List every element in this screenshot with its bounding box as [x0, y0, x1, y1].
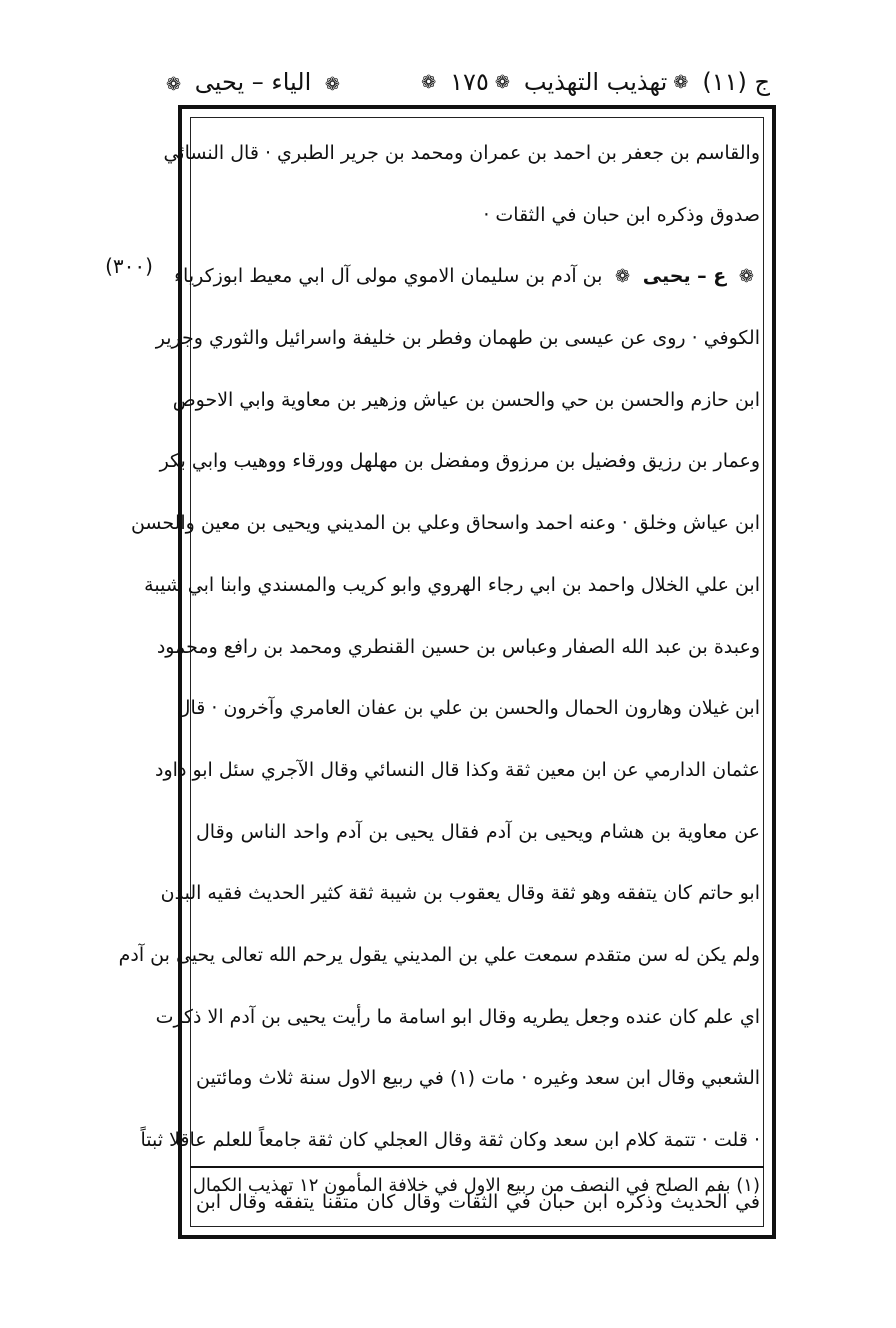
page-number: ١٧٥: [450, 68, 489, 96]
margin-entry-number: (٣٠٠): [105, 254, 153, 278]
ornament-icon: ❁: [673, 71, 689, 93]
text-line: والقاسم بن جعفر بن احمد بن عمران ومحمد بن جرير الطبري · قال النسائي: [163, 142, 760, 164]
ornament-icon: ❁: [166, 74, 182, 95]
book-title: تهذيب التهذيب: [523, 68, 668, 96]
text-line: صدوق وذكره ابن حبان في الثقات ·: [483, 203, 760, 226]
section-heading: [160, 68, 346, 96]
text-line: عن معاوية بن هشام ويحيى بن آدم فقال يحيى بن آدم واحد الناس وقال: [196, 820, 760, 843]
entry-heading: [602, 265, 760, 287]
footnote: (١) بفم الصلح في النصف من ربيع الاول في خلافة المأمون ١٢ تهذيب الكمال: [192, 1175, 760, 1196]
text-line: ابن عياش وخلق · وعنه احمد واسحاق وعلي بن المديني ويحيى بن معين والحسن: [130, 512, 760, 535]
page-header: [160, 62, 770, 102]
text-line: عثمان الدارمي عن ابن معين ثقة وكذا قال النسائي وقال الآجري سئل ابو داود: [155, 758, 760, 781]
ornament-icon: ❁: [615, 266, 631, 288]
text-line: ابن حازم والحسن بن حي والحسن بن عياش وزهير بن معاوية وابي الاحوص: [172, 388, 760, 411]
text-line: ابن علي الخلال واحمد بن ابي رجاء الهروي وابو كريب والمسندي وابنا ابي شيبة: [144, 573, 760, 596]
volume-number: ج (١١): [702, 68, 770, 96]
entry-line-text: بن آدم بن سليمان الاموي مولى آل ابي معيط ابوزكرياء: [174, 265, 603, 288]
text-line: الكوفي · روى عن عيسى بن طهمان وفطر بن خليفة واسرائيل والثوري وجرير: [155, 327, 760, 350]
text-line: وعبدة بن عبد الله الصفار وعباس بن حسين القنطري ومحمد بن رافع ومحمود: [156, 635, 760, 658]
section-heading-text: الياء – يحيى: [194, 68, 312, 96]
text-line: ابو حاتم كان يتفقه وهو ثقة وقال يعقوب بن شيبة ثقة كثير الحديث فقيه البدن: [160, 882, 760, 905]
text-line: · قلت · تتمة كلام ابن سعد وكان ثقة وقال العجلي كان ثقة جامعاً للعلم عاقلا ثبتاً: [140, 1129, 760, 1151]
text-line: الشعبي وقال ابن سعد وغيره · مات (١) في ربيع الاول سنة ثلاث ومائتين: [196, 1067, 761, 1090]
ornament-icon: ❁: [324, 74, 340, 95]
ornament-icon: ❁: [421, 71, 437, 93]
text-line: ابن غيلان وهارون الحمال والحسن بن علي بن عفان العامري وآخرون · قال: [176, 697, 760, 720]
text-line: في الحديث وذكره ابن حبان في الثقات وقال كان متقنا يتفقه وقال ابن: [196, 1190, 760, 1213]
text-line: وعمار بن رزيق وفضيل بن مرزوق ومفضل بن مهلهل وورقاء ووهيب وابي بكر: [159, 450, 760, 473]
footnote-divider: [190, 1166, 764, 1168]
entry-label: ع – يحيى: [642, 265, 727, 288]
text-line: ولم يكن له سن متقدم سمعت علي بن المديني يقول يرحم الله تعالى يحيى بن آدم: [118, 943, 760, 966]
ornament-icon: ❁: [494, 71, 510, 93]
text-line: اي علم كان عنده وجعل يطريه وقال ابو اسامة ما رأيت يحيى بن آدم الا ذكرت: [155, 1005, 760, 1028]
entry-first-line: [174, 246, 760, 308]
ornament-icon: ❁: [738, 266, 754, 288]
